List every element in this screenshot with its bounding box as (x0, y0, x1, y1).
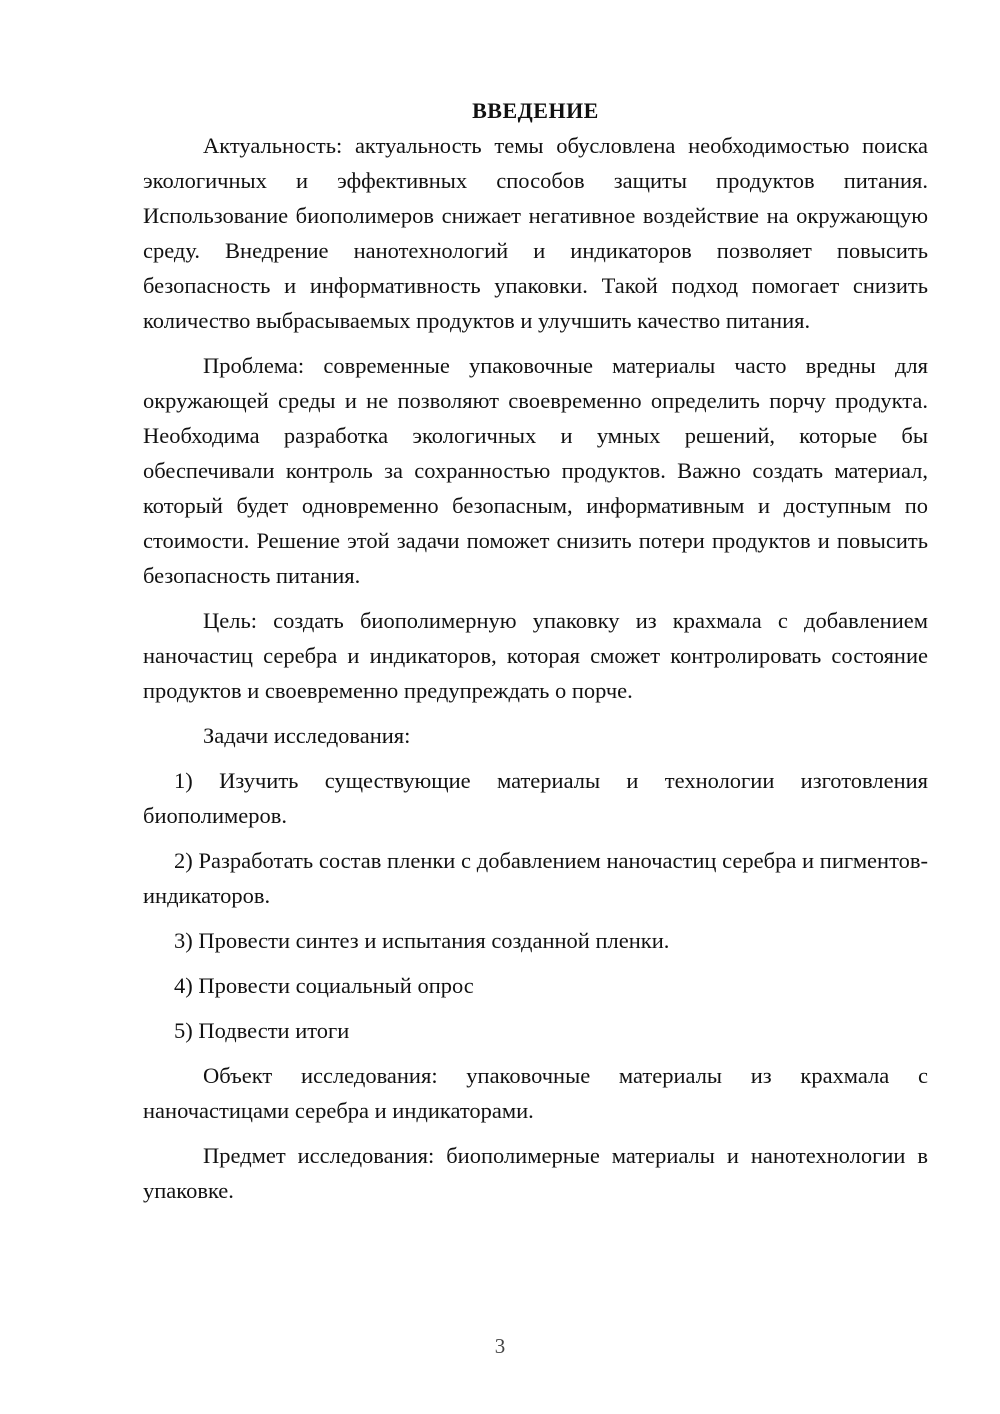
task-item-4: 4) Провести социальный опрос (174, 973, 474, 998)
tasks-heading: Задачи исследования: (203, 723, 411, 748)
task-item-1: 1) Изучить существующие материалы и технологии изготовления биополимеров. (143, 768, 928, 828)
relevance-paragraph: Актуальность: актуальность темы обусловлена необходимостью поиска экологичных и эффективных способов защиты продуктов питания. Использование биополимеров снижает негативное воздействие на окружающую среду. Внедрение нанотехнологий и индикаторов позволяет повысить безопасность и информативность упаковки. Такой подход помогает снизить количество выбрасываемых продуктов и улучшить качество питания. (143, 133, 928, 333)
task-item-2: 2) Разработать состав пленки с добавлением наночастиц серебра и пигментов-индикаторов. (143, 848, 928, 908)
task-item-3: 3) Провести синтез и испытания созданной пленки. (174, 928, 670, 953)
page-number: 3 (494, 1334, 506, 1358)
section-title: ВВЕДЕНИЕ (472, 98, 599, 123)
goal-paragraph: Цель: создать биополимерную упаковку из крахмала с добавлением наночастиц серебра и индикаторов, которая сможет контролировать состояние продуктов и своевременно предупреждать о порче. (143, 608, 928, 703)
subject-paragraph: Предмет исследования: биополимерные материалы и нанотехнологии в упаковке. (143, 1143, 928, 1203)
object-paragraph: Объект исследования: упаковочные материалы из крахмала с наночастицами серебра и индикаторами. (143, 1063, 928, 1123)
problem-paragraph: Проблема: современные упаковочные материалы часто вредны для окружающей среды и не позволяют своевременно определить порчу продукта. Необходима разработка экологичных и умных решений, которые бы обеспечивали контроль за сохранностью продуктов. Важно создать материал, который будет одновременно безопасным, информативным и доступным по стоимости. Решение этой задачи поможет снизить потери продуктов и повысить безопасность питания. (143, 353, 928, 588)
task-item-5: 5) Подвести итоги (174, 1018, 350, 1043)
page-content (143, 93, 928, 1208)
